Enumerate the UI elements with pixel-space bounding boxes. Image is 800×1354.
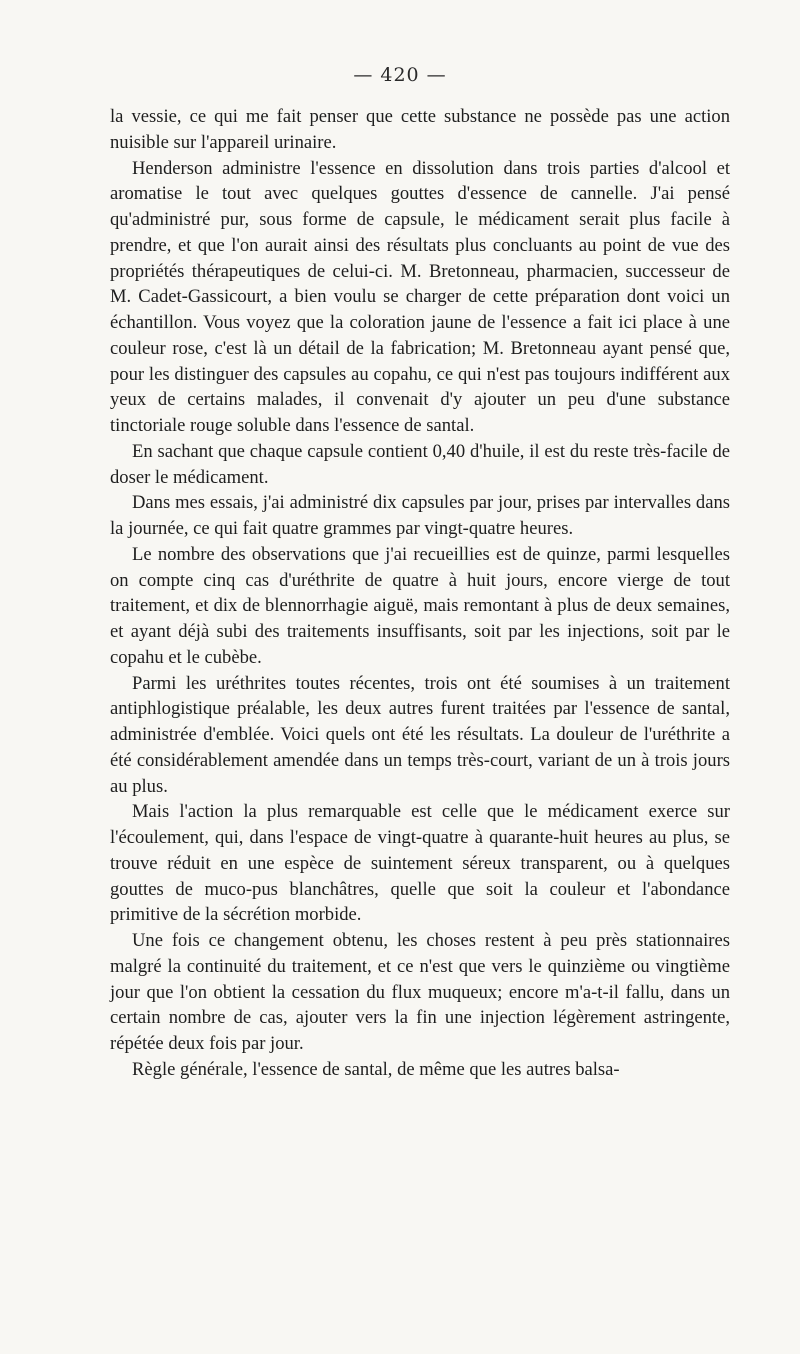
paragraph: Dans mes essais, j'ai administré dix capsules par jour, prises par intervalles dans la journée, ce qui fait quatre grammes par vingt-quatre heures. (110, 492, 730, 539)
paragraph: Le nombre des observations que j'ai recueillies est de quinze, parmi lesquelles on compte cinq cas d'uréthrite de quatre à huit jours, encore vierge de tout traitement, et dix de blennorrhagie aiguë, mais remontant à plus de deux semaines, et ayant déjà subi des traitements insuffisants, soit par les injections, soit par le copahu et le cubèbe. (110, 543, 730, 668)
paragraph: Mais l'action la plus remarquable est celle que le médicament exerce sur l'écoulement, qui, dans l'espace de vingt-quatre à quarante-huit heures au plus, se trouve réduit en une espèce de suintement séreux transparent, ou à quelques gouttes de muco-pus blanchâtres, quelle que soit la couleur et l'abondance primitive de la sécrétion morbide. (110, 801, 730, 926)
paragraph: la vessie, ce qui me fait penser que cette substance ne possède pas une action nuisible sur l'appareil urinaire. (110, 106, 730, 153)
paragraph: Parmi les uréthrites toutes récentes, trois ont été soumises à un traitement antiphlogistique préalable, les deux autres furent traitées par l'essence de santal, administrée d'emblée. Voici quels ont été les résultats. La douleur de l'uréthrite a été considérablement amendée dans un temps très-court, variant de un à trois jours au plus. (110, 672, 730, 797)
body-text (110, 104, 730, 1083)
paragraph: Règle générale, l'essence de santal, de même que les autres balsa- (132, 1058, 620, 1080)
paragraph: Henderson administre l'essence en dissolution dans trois parties d'alcool et aromatise le tout avec quelques gouttes d'essence de cannelle. J'ai pensé qu'administré pur, sous forme de capsule, le médicament serait plus facile à prendre, et que l'on aurait ainsi des résultats plus concluants au point de vue des propriétés thérapeutiques de celui-ci. M. Bretonneau, pharmacien, successeur de M. Cadet-Gassicourt, a bien voulu se charger de cette préparation dont voici un échantillon. Vous voyez que la coloration jaune de l'essence a fait ici place à une couleur rose, c'est là un détail de la fabrication; M. Bretonneau ayant pensé que, pour les distinguer des capsules au copahu, ce qui n'est pas toujours indifférent aux yeux de certains malades, il convenait d'y ajouter un peu d'une substance tinctoriale rouge soluble dans l'essence de santal. (110, 157, 730, 436)
page-number: — 420 — (353, 64, 447, 86)
paragraph: Une fois ce changement obtenu, les choses restent à peu près stationnaires malgré la continuité du traitement, et ce n'est que vers le quinzième ou vingtième jour que l'on obtient la cessation du flux muqueux; encore m'a-t-il fallu, dans un certain nombre de cas, ajouter vers la fin une injection légèrement astringente, répétée deux fois par jour. (110, 930, 730, 1054)
paragraph: En sachant que chaque capsule contient 0,40 d'huile, il est du reste très-facile de doser le médicament. (110, 440, 730, 488)
